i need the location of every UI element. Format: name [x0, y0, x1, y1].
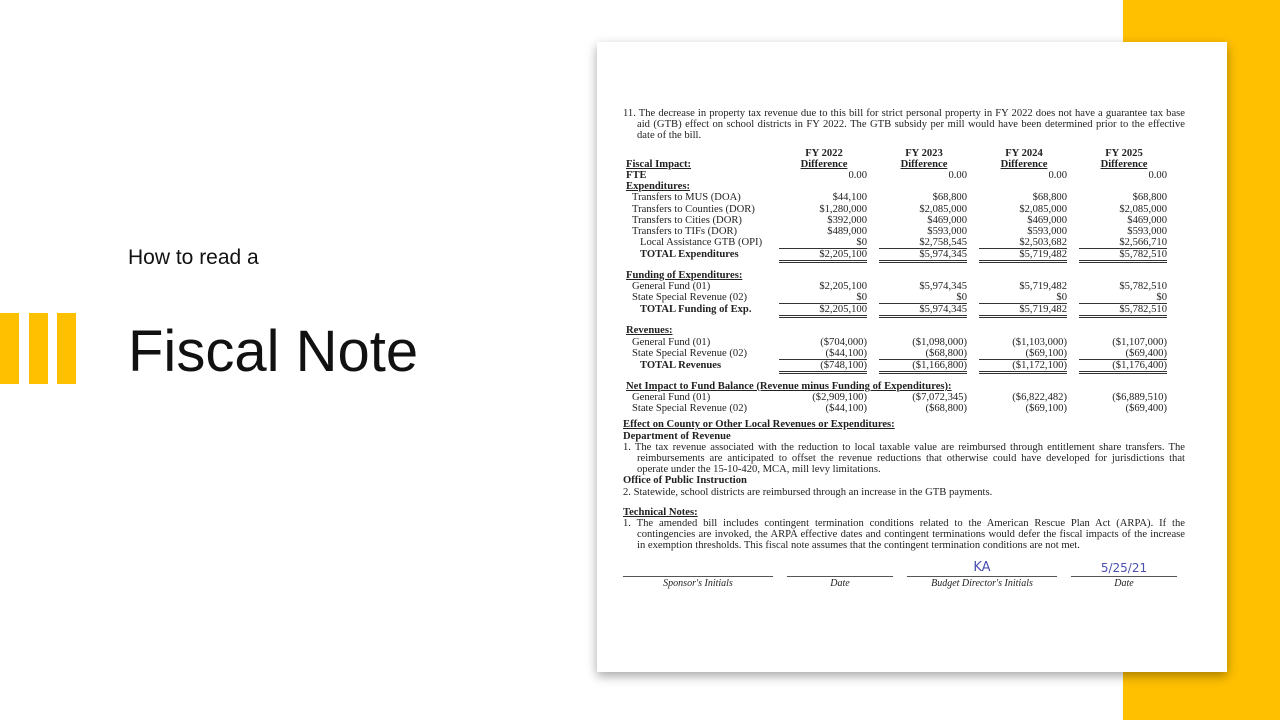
signature-row [623, 560, 1185, 589]
row-value: ($6,889,510) [1112, 392, 1167, 404]
row-value: ($69,400) [1125, 403, 1167, 415]
table-row [626, 292, 1167, 304]
spacer [626, 374, 1167, 381]
row-value: $593,000 [927, 225, 967, 237]
row-value: $2,205,100 [779, 305, 867, 318]
table-row [626, 348, 1167, 360]
row-label: Transfers to TIFs (DOR) [632, 225, 738, 237]
column-year: FY 2024 [1005, 147, 1043, 159]
row-value: $5,974,345 [879, 305, 967, 318]
accent-bar [0, 313, 19, 384]
row-value: ($1,172,100) [979, 361, 1067, 374]
table-header-years [626, 148, 1167, 159]
director-initials-line: Budget Director's Initials [907, 576, 1057, 589]
row-value: $2,758,545 [879, 238, 967, 249]
table-row [626, 270, 1167, 281]
row-value: $5,974,345 [879, 250, 967, 263]
date-signature [787, 560, 893, 589]
date-handwritten: 5/25/21 [1100, 560, 1148, 575]
row-label: Transfers to Cities (DOR) [632, 214, 742, 226]
accent-bar [29, 313, 48, 384]
table-row [626, 249, 1167, 263]
table-row [626, 192, 1167, 203]
column-year: FY 2023 [905, 147, 943, 159]
table-row [626, 181, 1167, 192]
table-row [626, 304, 1167, 318]
row-value: $5,782,510 [1079, 305, 1167, 318]
row-label: FTE [626, 169, 647, 181]
date-signature-2 [1071, 560, 1177, 589]
opi-heading: Office of Public Instruction [623, 475, 747, 487]
row-value: ($7,072,345) [912, 392, 967, 404]
accent-bar [57, 313, 76, 384]
row-value: $0 [1079, 293, 1167, 304]
spacer [626, 318, 1167, 325]
row-value: $2,503,682 [979, 238, 1067, 249]
row-value: $2,085,000 [919, 203, 967, 215]
row-value: $5,782,510 [1079, 250, 1167, 263]
fiscal-impact-table [626, 148, 1167, 415]
row-value: $469,000 [927, 214, 967, 226]
row-value: ($704,000) [820, 336, 867, 348]
row-value: $1,280,000 [819, 203, 867, 215]
column-difference: Difference [800, 158, 848, 170]
director-initials-handwritten: KA [973, 559, 991, 575]
column-difference: Difference [900, 158, 948, 170]
row-value: $44,100 [832, 192, 867, 204]
table-row [626, 325, 1167, 336]
row-value: $0 [779, 238, 867, 249]
row-label: Expenditures: [626, 181, 690, 193]
row-value: ($748,100) [779, 361, 867, 374]
column-difference: Difference [1000, 158, 1048, 170]
table-row [626, 226, 1167, 237]
row-value: $2,085,000 [1119, 203, 1167, 215]
row-label: Transfers to Counties (DOR) [632, 203, 755, 215]
row-value: $2,085,000 [1019, 203, 1067, 215]
row-value: ($1,176,400) [1079, 361, 1167, 374]
row-value: $2,205,100 [779, 250, 867, 263]
row-label: State Special Revenue (02) [632, 347, 748, 359]
slide-subtitle: How to read a [128, 246, 259, 269]
row-value: $5,782,510 [1119, 281, 1167, 293]
table-row [626, 403, 1167, 414]
row-value: ($68,800) [925, 403, 967, 415]
row-value: ($1,166,800) [879, 361, 967, 374]
effect-heading: Effect on County or Other Local Revenues or Expenditures: [623, 419, 895, 431]
row-label: State Special Revenue (02) [632, 292, 748, 304]
row-label: TOTAL Funding of Exp. [640, 304, 752, 316]
technical-note-item: 1. The amended bill includes contingent termination conditions related to the American Rescue Plan Act (ARPA). If the contingencies are invoked, the ARPA effective dates and contingent terminations would defer the fiscal impacts of the increase in exemption thresholds. This fiscal note assumes that the contingent termination conditions are not met. [623, 518, 1185, 552]
row-value: $2,566,710 [1079, 238, 1167, 249]
row-value: $68,800 [1032, 192, 1067, 204]
row-value: $68,800 [932, 192, 967, 204]
row-value: $0 [779, 293, 867, 304]
row-value: ($1,103,000) [1012, 336, 1067, 348]
table-row [626, 392, 1167, 403]
row-value: $593,000 [1027, 225, 1067, 237]
row-value: $392,000 [827, 214, 867, 226]
fiscal-note-document [597, 42, 1227, 672]
slide-title: Fiscal Note [128, 319, 419, 384]
table-row [626, 381, 1167, 392]
row-label: State Special Revenue (02) [632, 403, 748, 415]
table-row [626, 204, 1167, 215]
row-label: Funding of Expenditures: [626, 270, 743, 282]
row-value: ($68,800) [879, 349, 967, 360]
table-row [626, 170, 1167, 181]
row-label: General Fund (01) [632, 281, 711, 293]
row-value: 0.00 [948, 169, 967, 181]
row-value: $0 [879, 293, 967, 304]
row-value: 0.00 [848, 169, 867, 181]
row-label: TOTAL Expenditures [640, 249, 739, 261]
row-value: 0.00 [1148, 169, 1167, 181]
row-value: $469,000 [1127, 214, 1167, 226]
dor-heading: Department of Revenue [623, 430, 731, 442]
row-value: ($69,400) [1079, 349, 1167, 360]
column-year: FY 2022 [805, 147, 843, 159]
row-label: Net Impact to Fund Balance (Revenue minus Funding of Expenditures): [626, 380, 952, 392]
row-value: $489,000 [827, 225, 867, 237]
row-value: $0 [979, 293, 1067, 304]
row-value: $68,800 [1132, 192, 1167, 204]
row-label: General Fund (01) [632, 336, 711, 348]
dor-item: 1. The tax revenue associated with the reduction to local taxable value are reimbursed through entitlement share transfers. The reimbursements are anticipated to offset the revenue reductions that otherwise could have developed for jurisdictions that operate under the 15-10-420, MCA, mill levy limitations. [623, 441, 1185, 476]
table-row [626, 237, 1167, 249]
fiscal-impact-label: Fiscal Impact: [626, 158, 692, 170]
table-row [626, 281, 1167, 292]
row-value: ($1,107,000) [1112, 336, 1167, 348]
row-value: ($69,100) [979, 349, 1067, 360]
sponsor-initials-line: Sponsor's Initials [623, 576, 773, 589]
date-line-2: Date [1071, 576, 1177, 589]
row-value: ($69,100) [1025, 403, 1067, 415]
row-value: 0.00 [1048, 169, 1067, 181]
row-label: TOTAL Revenues [640, 359, 722, 371]
row-value: ($1,098,000) [912, 336, 967, 348]
table-row [626, 337, 1167, 348]
director-signature [907, 560, 1057, 589]
row-value: $5,719,482 [1019, 281, 1067, 293]
row-value: ($44,100) [825, 403, 867, 415]
column-difference: Difference [1100, 158, 1148, 170]
row-label: Revenues: [626, 325, 673, 337]
row-value: ($6,822,482) [1012, 392, 1067, 404]
row-label: General Fund (01) [632, 392, 711, 404]
column-year: FY 2025 [1105, 147, 1143, 159]
sponsor-signature [623, 560, 773, 589]
row-value: $5,974,345 [919, 281, 967, 293]
row-value: $5,719,482 [979, 305, 1067, 318]
note-11: 11. The decrease in property tax revenue due to this bill for strict personal property in FY 2022 does not have a guarantee tax base aid (GTB) effect on school districts in FY 2022. The GTB subsidy per mill would have been determined prior to the effective date of the bill. [623, 108, 1185, 142]
table-row [626, 360, 1167, 374]
row-value: $593,000 [1127, 225, 1167, 237]
opi-item: 2. Statewide, school districts are reimbursed through an increase in the GTB payments. [623, 486, 993, 498]
table-header-sub [626, 159, 1167, 170]
date-line: Date [787, 576, 893, 589]
row-value: $5,719,482 [979, 250, 1067, 263]
table-row [626, 215, 1167, 226]
row-value: $469,000 [1027, 214, 1067, 226]
row-value: $2,205,100 [819, 281, 867, 293]
spacer [626, 263, 1167, 270]
technical-notes-heading: Technical Notes: [623, 506, 698, 518]
row-value: ($2,909,100) [812, 392, 867, 404]
row-label: Local Assistance GTB (OPI) [640, 237, 763, 249]
row-label: Transfers to MUS (DOA) [632, 192, 741, 204]
row-value: ($44,100) [779, 349, 867, 360]
